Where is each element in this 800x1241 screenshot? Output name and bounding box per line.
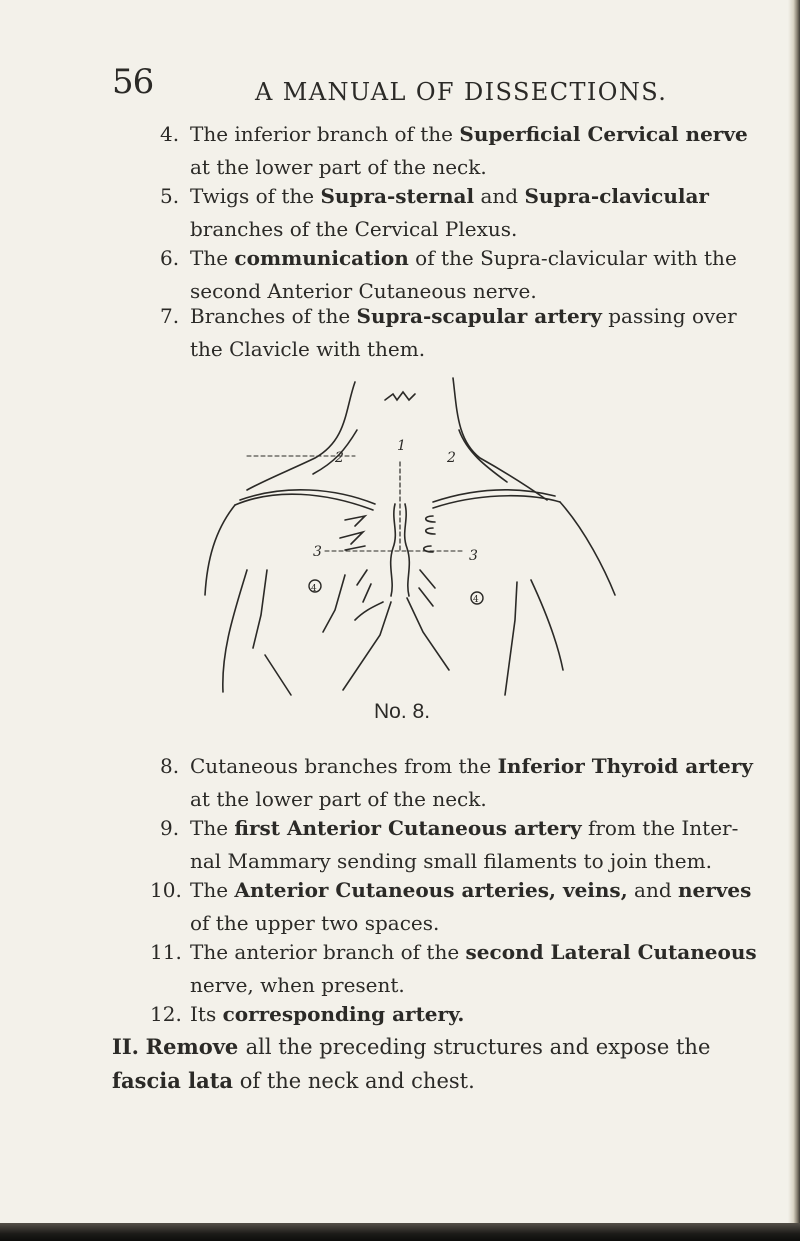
fig-label-4-right: 4 [473, 595, 479, 605]
arm-left-inner [253, 570, 267, 648]
running-head: A MANUAL OF DISSECTIONS. [255, 78, 668, 106]
neck-right-inner [459, 430, 507, 482]
arm-right-inner [505, 582, 517, 695]
fig-label-4-left: 4 [311, 584, 317, 594]
shoulder-right [560, 502, 615, 595]
vessel-right-2 [426, 528, 435, 534]
instruction-paragraph: II. Remove all the preceding structures and expose the fascia lata of the neck and chest. [112, 1034, 711, 1093]
chest-line-left-4 [355, 602, 383, 620]
chest-line-left [323, 575, 345, 632]
neck-right-outline [453, 378, 547, 500]
strand-b [405, 504, 410, 596]
arm-left-lower [265, 655, 291, 695]
fig-label-3-left: 3 [313, 544, 322, 560]
chest-line-left-2 [357, 570, 367, 585]
list-item: 10. The Anterior Cutaneous arteries, veins, and nerves of the upper two spaces. [150, 878, 752, 935]
arm-right-outer [531, 580, 563, 670]
vessel-right-1 [426, 516, 435, 522]
fig-label-3-right: 3 [469, 548, 478, 564]
list-item: 7. Branches of the Supra-scapular artery passing over the Clavicle with them. [160, 304, 737, 361]
list-item: 12. Its corresponding artery. [150, 1002, 465, 1026]
list-item: 5. Twigs of the Supra-sternal and Supra-clavicular branches of the Cervical Plexus. [160, 184, 709, 241]
arm-left-outer [223, 570, 247, 692]
list-item: 6. The communication of the Supra-clavicular with the second Anterior Cutaneous nerve. [160, 246, 737, 303]
fig-label-1: 1 [397, 438, 406, 454]
vessel-left-3 [345, 546, 365, 550]
chest-line-left-3 [363, 584, 371, 602]
list-item: 4. The inferior branch of the Superficial Cervical nerve at the lower part of the neck. [160, 122, 748, 179]
neck-left-outline [247, 382, 355, 490]
page-bottom-edge [0, 1223, 800, 1241]
page-edge [788, 0, 800, 1241]
larynx-mark [385, 392, 415, 400]
shoulder-left [205, 505, 235, 595]
strand-a [391, 504, 396, 596]
vessel-left-2 [340, 532, 363, 544]
chest-line-right-3 [407, 598, 449, 670]
clavicle-right [433, 496, 560, 508]
fig-label-2-left: 2 [335, 450, 344, 466]
page-number: 56 [112, 62, 154, 102]
list-item: 9. The first Anterior Cutaneous artery from the Inter- nal Mammary sending small filaments to join them. [160, 816, 739, 873]
figure-caption: No. 8. [374, 700, 431, 723]
list-item: 8. Cutaneous branches from the Inferior Thyroid artery at the lower part of the neck. [160, 754, 753, 811]
chest-line-center-left [343, 602, 391, 690]
vessel-left-1 [345, 516, 365, 526]
list-item: 11. The anterior branch of the second Lateral Cutaneous nerve, when present. [150, 940, 757, 997]
neck-chest-diagram [195, 370, 635, 715]
chest-line-right-1 [420, 570, 435, 588]
fig-label-2-right: 2 [447, 450, 456, 466]
chest-line-right-2 [419, 588, 433, 606]
